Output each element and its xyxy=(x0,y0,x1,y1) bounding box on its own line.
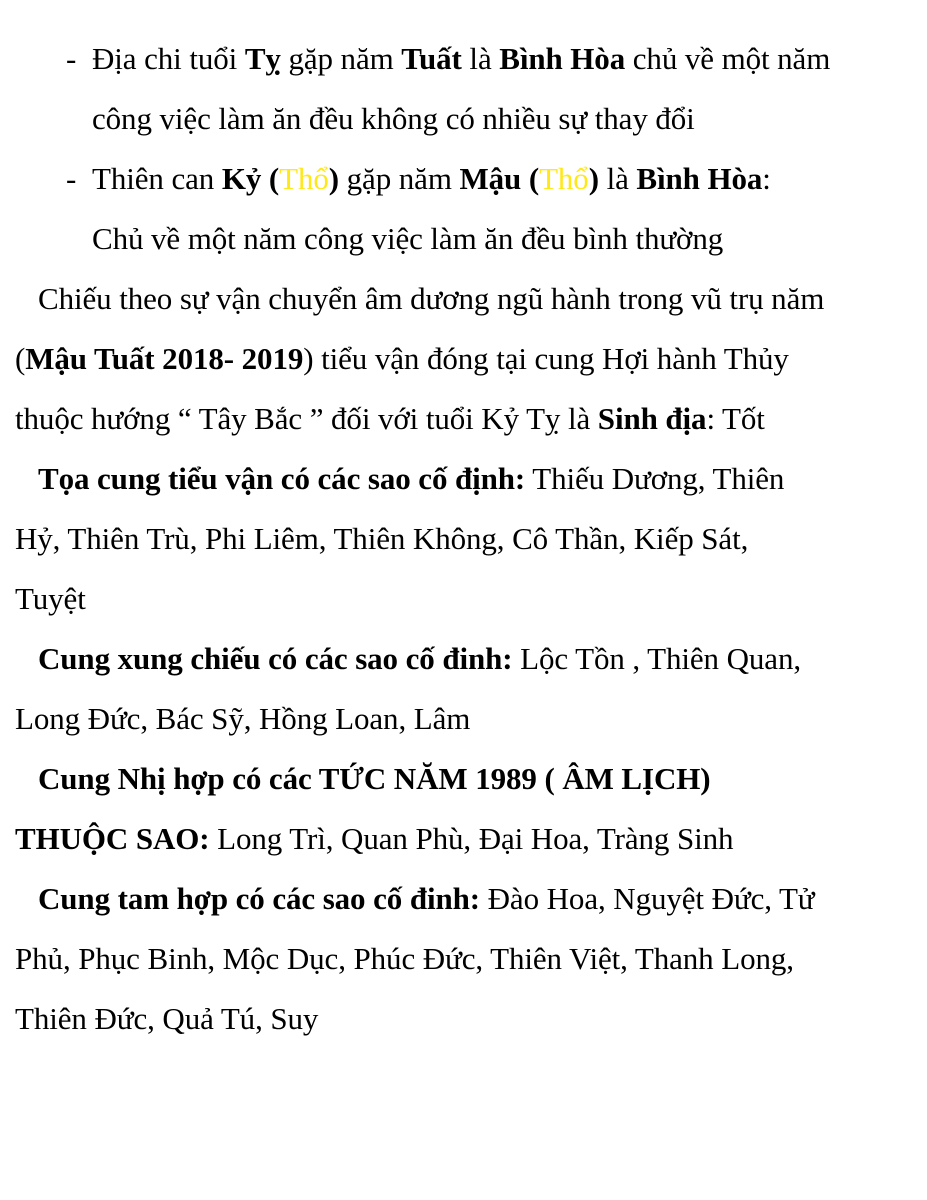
para-4-line-1 xyxy=(38,760,710,798)
bold-run: Bình Hòa xyxy=(499,41,626,76)
bold-run: Tỵ xyxy=(244,41,281,76)
para-1-line-1: Chiếu theo sự vận chuyển âm dương ngũ hành trong vũ trụ năm xyxy=(38,281,825,316)
bullet-2-line-2: Chủ về một năm công việc làm ăn đều bình thường xyxy=(92,221,724,256)
bold-run: ) xyxy=(328,161,339,196)
text-run: thuộc hướng “ Tây Bắc ” đối với tuổi Kỷ Tỵ là xyxy=(15,401,598,436)
bold-run: Mậu ( xyxy=(459,161,540,196)
highlight-run: Thổ xyxy=(539,161,589,196)
text-run: : Tốt xyxy=(706,401,765,436)
para-4-line-2 xyxy=(15,820,733,858)
para-2-line-1 xyxy=(38,460,784,498)
text-run: Đào Hoa, Nguyệt Đức, Tử xyxy=(479,881,815,916)
text-run: chủ về một năm xyxy=(625,41,831,76)
bold-run: ) xyxy=(588,161,599,196)
bullet-2-line-1 xyxy=(66,160,771,198)
bold-run: Tuất xyxy=(401,41,462,76)
bullet-dash: - xyxy=(66,161,77,196)
highlight-run: Thổ xyxy=(279,161,329,196)
text-run: ) tiểu vận đóng tại cung Hợi hành Thủy xyxy=(303,341,789,376)
text-run: Lộc Tồn , Thiên Quan, xyxy=(512,641,802,676)
section-label: Cung Nhị hợp có các TỨC NĂM 1989 ( ÂM LỊCH) xyxy=(38,761,711,796)
section-label: Cung tam hợp có các sao cố đinh: xyxy=(38,881,480,916)
para-2-line-3: Tuyệt xyxy=(15,581,86,616)
para-3-line-1 xyxy=(38,640,801,678)
para-5-line-2: Phủ, Phục Binh, Mộc Dục, Phúc Đức, Thiên Việt, Thanh Long, xyxy=(15,941,794,976)
para-3-line-2: Long Đức, Bác Sỹ, Hồng Loan, Lâm xyxy=(15,701,471,736)
bold-run: Mậu Tuất 2018- 2019 xyxy=(25,341,304,376)
text-run: Long Trì, Quan Phù, Đại Hoa, Tràng Sinh xyxy=(209,821,734,856)
bullet-1-line-1 xyxy=(66,40,830,78)
text-run: ( xyxy=(15,341,26,376)
para-1-line-3 xyxy=(15,400,765,438)
bold-run: Sinh địa xyxy=(597,401,707,436)
text-run: Thiếu Dương, Thiên xyxy=(525,461,785,496)
text-run: gặp năm xyxy=(339,161,460,196)
bullet-dash: - xyxy=(66,41,77,76)
section-label: THUỘC SAO: xyxy=(15,821,210,856)
text-run: : xyxy=(762,161,771,196)
para-5-line-1 xyxy=(38,880,815,918)
section-label: Cung xung chiếu có các sao cố đinh: xyxy=(38,641,513,676)
text-run: là xyxy=(461,41,500,76)
text-run: Địa chi tuổi xyxy=(92,41,245,76)
text-run: là xyxy=(598,161,637,196)
text-run: Thiên can xyxy=(92,161,222,196)
bullet-1-line-2: công việc làm ăn đều không có nhiều sự thay đổi xyxy=(92,101,695,136)
text-run: gặp năm xyxy=(280,41,402,76)
section-label: Tọa cung tiểu vận có các sao cố định: xyxy=(38,461,526,496)
para-2-line-2: Hỷ, Thiên Trù, Phi Liêm, Thiên Không, Cô Thần, Kiếp Sát, xyxy=(15,521,749,556)
para-1-line-2 xyxy=(15,340,789,378)
para-5-line-3: Thiên Đức, Quả Tú, Suy xyxy=(15,1001,319,1036)
bold-run: Kỷ ( xyxy=(221,161,280,196)
bold-run: Bình Hòa xyxy=(636,161,763,196)
